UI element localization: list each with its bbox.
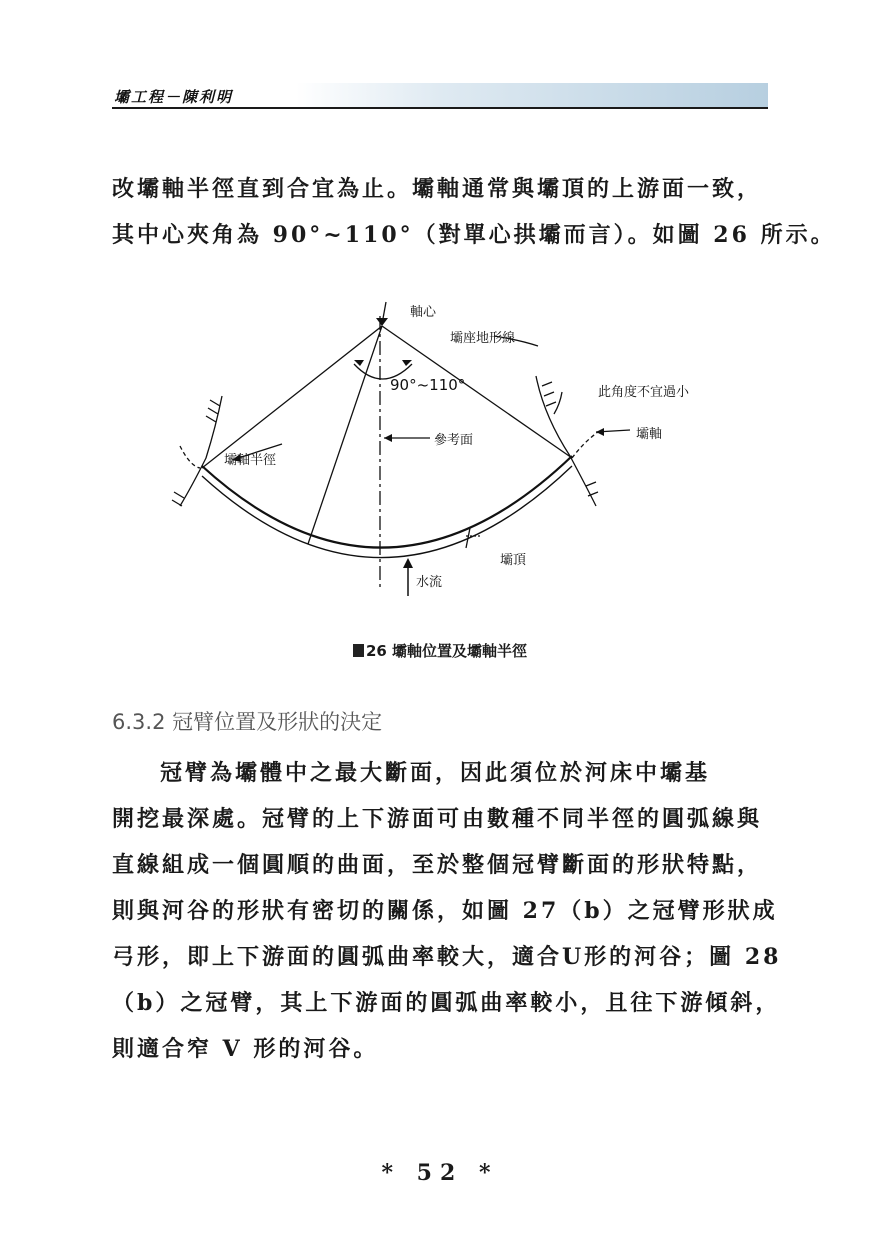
dam-downstream-arc xyxy=(202,466,572,558)
flow-arrowhead xyxy=(403,558,413,568)
intro-line-1: 改壩軸半徑直到合宜為止。壩軸通常與壩頂的上游面一致， xyxy=(112,176,763,202)
body-line-2: 開挖最深處。冠臂的上下游面可由數種不同半徑的圓弧線與 xyxy=(112,806,763,832)
dam-upstream-arc xyxy=(202,456,572,548)
running-header xyxy=(112,83,768,109)
figure-caption xyxy=(0,640,880,661)
body-line-6: （b）之冠臂，其上下游面的圓弧曲率較小，且往下游傾斜， xyxy=(112,990,781,1016)
terrain-right-hatch xyxy=(542,382,598,496)
label-crest: 壩頂 xyxy=(500,553,527,568)
dam-axis-diagram xyxy=(150,296,750,616)
intro-line-2: 其中心夾角為 90°~110°（對單心拱壩而言）。如圖 26 所示。 xyxy=(112,222,836,248)
terrain-right-dashed xyxy=(572,432,598,458)
figure-26 xyxy=(150,296,750,616)
label-axis-radius: 壩軸半徑 xyxy=(224,453,277,468)
body-line-1: 冠臂為壩體中之最大斷面，因此須位於河床中壩基 xyxy=(160,760,711,786)
label-angle: 90°~110° xyxy=(390,376,466,394)
radius-line-inner xyxy=(308,326,382,544)
label-center: 軸心 xyxy=(410,305,437,320)
dam-axis-arrowhead xyxy=(596,428,604,436)
header-title: 壩工程－陳利明 xyxy=(114,88,234,106)
center-arrow xyxy=(376,318,388,326)
radius-line-left xyxy=(202,326,382,468)
header-rule xyxy=(112,107,768,109)
label-dam-axis: 壩軸 xyxy=(636,427,663,442)
label-flow: 水流 xyxy=(416,575,443,590)
section-heading: 6.3.2 冠臂位置及形狀的決定 xyxy=(112,710,383,734)
body-line-5: 弓形，即上下游面的圓弧曲率較大，適合U形的河谷；圖 28 xyxy=(112,944,782,970)
figure-caption-text: 26 壩軸位置及壩軸半徑 xyxy=(365,642,528,660)
reference-arrowhead xyxy=(384,434,392,442)
label-reference: 參考面 xyxy=(434,433,474,448)
label-bad-angle: 此角度不宜過小 xyxy=(598,385,690,400)
terrain-left-hatch xyxy=(172,400,220,506)
caption-mark xyxy=(353,644,364,657)
body-line-3: 直線組成一個圓順的曲面，至於整個冠臂斷面的形狀特點， xyxy=(112,852,763,878)
body-line-4: 則與河谷的形狀有密切的關係，如圖 27（b）之冠臂形狀成 xyxy=(112,898,778,924)
terrain-left-dashed xyxy=(180,446,200,468)
label-terrain: 壩座地形線 xyxy=(450,331,516,346)
page-number: * 52 * xyxy=(381,1160,499,1186)
body-line-7: 則適合窄 V 形的河谷。 xyxy=(112,1036,379,1062)
